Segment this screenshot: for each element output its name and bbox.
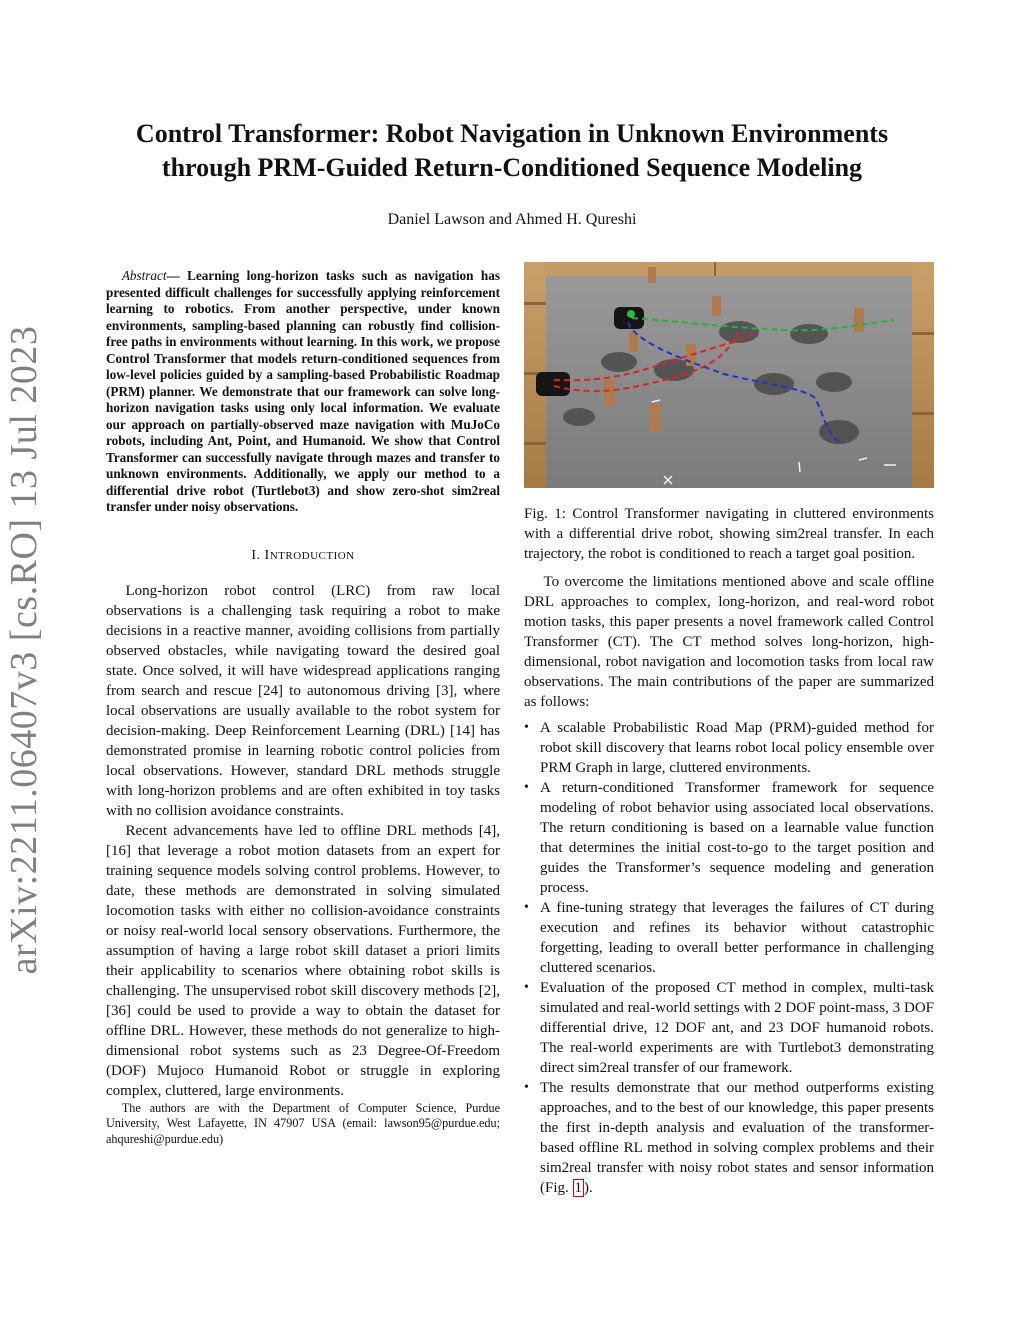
section-title-rest: NTRODUCTION — [269, 549, 355, 562]
figure-1-reference-link[interactable]: 1 — [574, 1180, 583, 1196]
figure-1-image — [524, 262, 934, 488]
contribution-last-end: ). — [584, 1180, 593, 1196]
contribution-item: • Evaluation of the proposed CT method in complex, multi-task simulated and real-world settings with 2 DOF point-mass, 3 DOF differential drive, 12 DOF ant, and 23 DOF humanoid robots. The real-world experiments are with Turtlebot3 demonstrating direct sim2real transfer of our framework. — [524, 978, 934, 1078]
figure-1-caption: Fig. 1: Control Transformer navigating in cluttered environments with a differential drive robot, showing sim2real transfer. In each trajectory, the robot is conditioned to reach a target goal position. — [524, 506, 934, 562]
author-footnote: The authors are with the Department of Computer Science, Purdue University, West Lafayette, IN 47907 USA (email: lawson95@purdue.edu; ahqureshi@purdue.edu) — [106, 1100, 500, 1146]
arxiv-stamp — [0, 0, 60, 1325]
right-column — [524, 262, 934, 1198]
abstract-label: Abstract — [121, 268, 167, 283]
section-heading-introduction — [106, 546, 500, 566]
abstract — [106, 268, 500, 516]
contribution-item-last — [524, 1078, 934, 1198]
contribution-item: • A return-conditioned Transformer framework for sequence modeling of robot behavior using associated local observations. The return conditioning is based on a learnable value function that determines the initial cost-to-go to the target position and guides the Transformer’s sequence modeling and generation process. — [524, 778, 934, 898]
contributions-list — [524, 718, 934, 1198]
intro-paragraph-2: Recent advancements have led to offline DRL methods [4], [16] that leverage a robot motion datasets from an expert for training sequence models solving control problems. However, to date, these methods are demonstrated in solving simulated locomotion tasks with either no collision-avoidance constraints or noisy real-world local sensory observations. Furthermore, the assumption of having a large robot skill dataset a priori limits their applicability to scenarios where obtaining robot skills is challenging. The unsupervised robot skill discovery methods [2], [36] could be used to provide a way to obtain the dataset for offline DRL. However, these methods do not generalize to high-dimensional robot systems such as 23 Degree-Of-Freedom (DOF) Mujoco Humanoid Robot or struggle in exploring complex, cluttered, large environments. — [106, 822, 500, 1099]
contribution-last-text: The results demonstrate that our method outperforms existing approaches, and to the best of our knowledge, this paper presents the first in-depth analysis and evaluation of the transformer-based offline RL method in solving complex problems and their sim2real transfer with noisy robot states and sensor information (Fig. — [540, 1080, 934, 1196]
left-column — [106, 268, 500, 1147]
paper-title — [60, 117, 964, 185]
contribution-item: • A fine-tuning strategy that leverages the failures of CT during execution and refines its behavior without catastrophic forgetting, leading to overall better performance in challenging cluttered scenarios. — [524, 898, 934, 978]
authors: Daniel Lawson and Ahmed H. Qureshi — [387, 211, 637, 228]
abstract-text: — Learning long-horizon tasks such as navigation has presented difficult challenges for successfully applying reinforcement learning to robotics. From another perspective, under known environments, sampling-based planning can robustly find collision-free paths in environments without learning. In this work, we propose Control Transformer that models return-conditioned sequences from low-level policies guided by a sampling-based Probabilistic Roadmap (PRM) planner. We demonstrate that our framework can solve long-horizon navigation tasks using only local information. We evaluate our approach on partially-observed maze navigation with MuJoCo robots, including Ant, Point, and Humanoid. We show that Control Transformer can successfully navigate through mazes and transfer to unknown environments. Additionally, we apply our method to a differential drive robot (Turtlebot3) and show zero-shot sim2real transfer under noisy observations. — [106, 268, 500, 514]
section-number: I. — [251, 547, 261, 563]
robot-arena-illustration — [524, 262, 934, 488]
right-paragraph-1: To overcome the limitations mentioned above and scale offline DRL approaches to complex, long-horizon, and real-word robot motion tasks, this paper presents a novel framework called Control Transformer (CT). The CT method solves long-horizon, high-dimensional, robot navigation and locomotion tasks from local raw observations. The main contributions of the paper are summarized as follows: — [524, 574, 934, 710]
title-line-2: through PRM-Guided Return-Conditioned Sequence Modeling — [161, 153, 863, 182]
title-line-1: Control Transformer: Robot Navigation in Unknown Environments — [135, 119, 889, 148]
contribution-item: • A scalable Probabilistic Road Map (PRM)-guided method for robot skill discovery that learns robot local policy ensemble over PRM Graph in large, cluttered environments. — [524, 718, 934, 778]
arxiv-stamp-text: arXiv:2211.06407v3 [cs.RO] 13 Jul 2023 — [3, 325, 45, 975]
intro-paragraph-1: Long-horizon robot control (LRC) from raw local observations is a challenging task requiring a robot to make decisions in a reactive manner, avoiding collisions from partially observed obstacles, while navigating toward the desired goal state. Once solved, it will have widespread applications ranging from search and rescue [24] to autonomous driving [3], where local observations are usually available to the robot system for decision-making. Deep Reinforcement Learning (DRL) [14] has demonstrated promise in learning robotic control policies from local observations. However, standard DRL methods struggle with long-horizon problems and are often exhibited in toy tasks with no collision avoidance constraints. — [106, 582, 500, 819]
section-title-cap: I — [264, 547, 270, 563]
